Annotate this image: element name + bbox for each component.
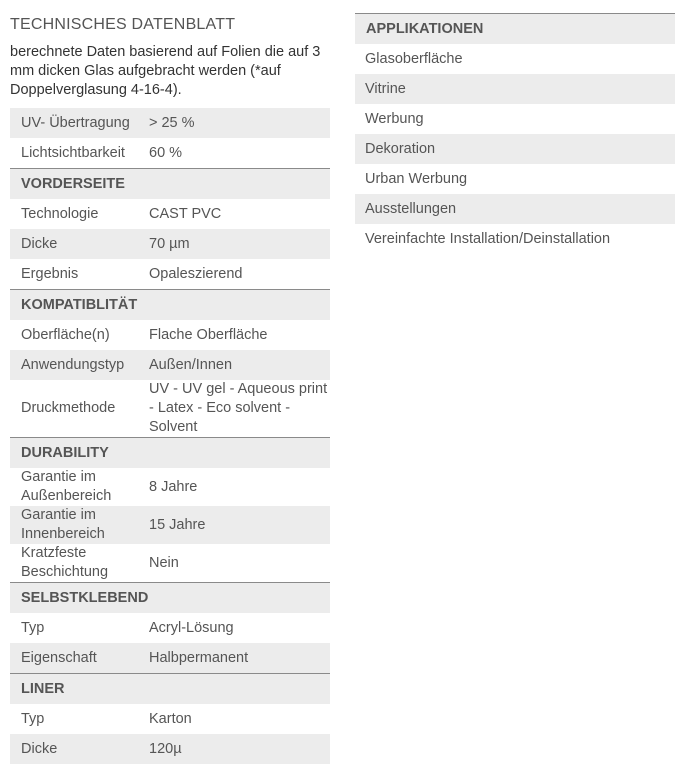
spec-label: Dicke — [21, 235, 58, 252]
spec-label: Garantie im Außenbereich — [21, 469, 112, 504]
spec-label: Typ — [21, 710, 45, 727]
sheet-title: TECHNISCHES DATENBLATT — [10, 16, 236, 33]
spec-value: 70 µm — [149, 235, 190, 252]
spec-value: Halbpermanent — [149, 649, 249, 666]
spec-value: Flache Oberfläche — [149, 326, 268, 343]
spec-row — [10, 704, 330, 734]
spec-row — [10, 350, 330, 380]
applications-list — [355, 44, 675, 254]
spec-value: Acryl-Lösung — [149, 619, 234, 636]
section-header-liner: LINER — [10, 673, 330, 704]
spec-row — [10, 259, 330, 289]
section-header-durability: DURABILITY — [10, 437, 330, 468]
spec-row — [10, 506, 330, 544]
section-header-applikationen: APPLIKATIONEN — [355, 13, 675, 44]
list-item: Werbung — [365, 111, 424, 127]
spec-value: CAST PVC — [149, 205, 222, 222]
spec-row — [10, 544, 330, 582]
applications-column — [355, 13, 675, 254]
spec-value: 8 Jahre — [149, 478, 198, 495]
spec-row — [10, 199, 330, 229]
spec-label: Oberfläche(n) — [21, 326, 110, 343]
list-item: Vitrine — [355, 74, 675, 104]
section-header-selbstklebend: SELBSTKLEBEND — [10, 582, 330, 613]
spec-label: Anwendungstyp — [21, 356, 125, 373]
spec-label: Kratzfeste Beschichtung — [21, 545, 109, 580]
spec-value: Nein — [149, 554, 179, 571]
general-table — [10, 108, 330, 168]
spec-label: Eigenschaft — [21, 649, 97, 666]
list-item: Dekoration — [355, 134, 675, 164]
spec-value: 15 Jahre — [149, 516, 206, 533]
spec-row — [10, 468, 330, 506]
datasheet-column — [10, 0, 330, 764]
intro-text: berechnete Daten basierend auf Folien die auf 3 mm dicken Glas aufgebracht werden (*auf Doppelverglasung 4-16-4). — [10, 44, 321, 98]
spec-label: Typ — [21, 619, 45, 636]
spec-value: > 25 % — [149, 114, 195, 131]
spec-label: Dicke — [21, 740, 58, 757]
section-header-kompatibilitaet: KOMPATIBLITÄT — [10, 289, 330, 320]
spec-row — [10, 380, 330, 437]
list-item: Ausstellungen — [355, 194, 675, 224]
spec-value: Außen/Innen — [149, 356, 233, 373]
list-item: Vereinfachte Installation/Deinstallation — [365, 231, 611, 247]
spec-value: 120µ — [149, 740, 182, 757]
spec-label: Technologie — [21, 205, 99, 222]
section-header-vorderseite: VORDERSEITE — [10, 168, 330, 199]
spec-label: Druckmethode — [21, 400, 116, 416]
spec-value: 60 % — [149, 144, 183, 161]
list-item: Glasoberfläche — [365, 51, 463, 67]
spec-row — [10, 108, 330, 138]
spec-label: Lichtsichtbarkeit — [21, 144, 125, 161]
spec-row — [10, 138, 330, 168]
list-item: Urban Werbung — [365, 171, 468, 187]
spec-label: Garantie im Innenbereich — [21, 507, 105, 542]
spec-value: Opaleszierend — [149, 265, 243, 282]
spec-row — [10, 320, 330, 350]
spec-row — [10, 734, 330, 764]
spec-value: UV - UV gel - Aqueous print - Latex - Eco solvent - Solvent — [149, 381, 328, 435]
spec-row — [10, 643, 330, 673]
spec-label: UV- Übertragung — [21, 114, 130, 131]
spec-row — [10, 229, 330, 259]
spec-label: Ergebnis — [21, 265, 79, 282]
spec-row — [10, 613, 330, 643]
spec-value: Karton — [149, 710, 192, 727]
